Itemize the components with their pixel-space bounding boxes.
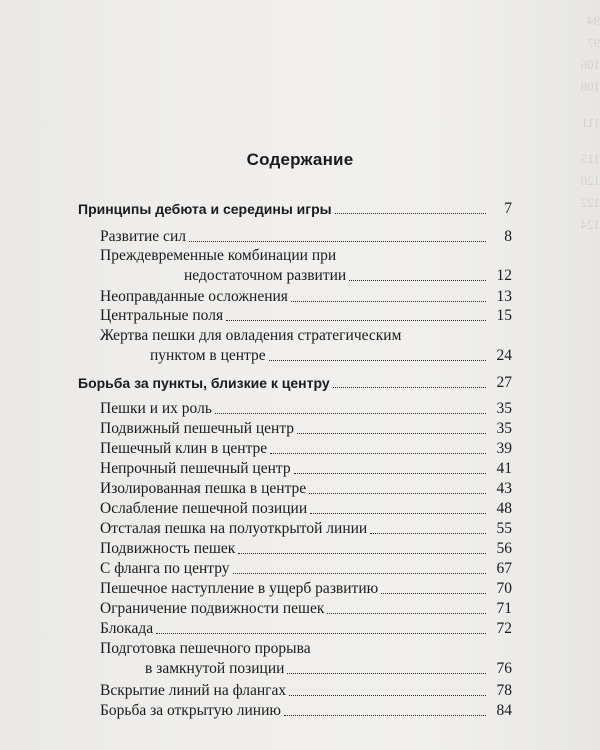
leader-dots [309,492,486,494]
toc-section [78,682,512,700]
leader-dots [349,279,486,281]
toc-entry-label: Непрочный пешечный центр [100,460,291,477]
leader-dots [327,612,486,614]
toc-section [78,580,512,598]
toc-section [78,560,512,578]
toc-section [78,620,512,638]
toc-page-number: 72 [496,620,512,637]
toc-page-number: 78 [496,682,512,699]
toc-section [78,247,512,287]
toc-section [78,640,512,680]
leader-dots [284,714,486,716]
toc-entry-label: Пешки и их роль [100,400,212,417]
toc-entry-label: Блокада [100,620,154,637]
page-title: Содержание [246,150,354,169]
toc-section [78,702,512,720]
leader-dots [156,632,486,634]
toc-section [78,540,512,558]
toc-page-number: 41 [496,460,512,477]
toc-page-number: 71 [496,600,512,617]
leader-dots [238,552,486,554]
toc-entry-label-continued: в замкнутой позиции [145,660,285,677]
toc-entry-label: Борьба за пункты, близкие к центру [78,375,330,391]
leader-dots [294,472,486,474]
toc-section [78,520,512,538]
toc-section [78,400,512,418]
toc-page-number: 27 [496,374,512,391]
leader-dots [269,359,486,361]
toc-page-number: 55 [496,520,512,537]
leader-dots [297,432,486,434]
toc-section [78,500,512,518]
toc-entry-label: Отсталая пешка на полуоткрытой линии [100,520,368,537]
toc-entry-label: Изолированная пешка в центре [100,480,307,497]
toc-section [78,480,512,498]
toc-section [78,460,512,478]
leader-dots [335,212,486,214]
toc-entry-label: Борьба за открытую линию [100,702,281,719]
toc-page-number: 35 [496,420,512,437]
toc-entry-label-continued: недостаточном развитии [184,267,347,284]
leader-dots [226,319,486,321]
toc-page-number: 35 [496,400,512,417]
toc-entry-label: Подготовка пешечного прорыва [100,640,311,657]
toc-entry-label: Центральные поля [100,307,224,324]
leader-dots [310,512,486,514]
toc-entry-label: Вскрытие линий на флангах [100,682,287,699]
toc-section [78,307,512,325]
bleed-through-text: 94 97 106 108 111 115 120 122 124 [580,13,600,232]
toc-entry-label: Пешечный клин в центре [100,440,268,457]
toc-page-number: 70 [496,580,512,597]
toc-entry-label: Преждевременные комбинации при [100,247,337,264]
toc-page-number: 76 [496,660,512,677]
toc-entry-label-continued: пунктом в центре [150,347,266,364]
toc-section [78,327,512,367]
toc-page-number: 48 [496,500,512,517]
toc-section [78,600,512,618]
toc-section [78,228,512,246]
toc-section [78,420,512,438]
toc-page-number: 13 [496,288,512,305]
leader-dots [287,672,486,674]
leader-dots [215,412,486,414]
leader-dots [291,300,486,302]
toc-section [78,440,512,458]
toc-entry-label: Пешечное наступление в ущерб развитию [100,580,379,597]
toc-page-number: 43 [496,480,512,497]
leader-dots [270,452,486,454]
toc-entry-label: Ослабление пешечной позиции [100,500,308,517]
toc-page-number: 39 [496,440,512,457]
toc-entry-label: Неоправданные осложнения [100,288,288,305]
toc-entry-label: Подвижность пешек [100,540,236,557]
toc-chapter [78,200,512,218]
leader-dots [333,386,486,388]
leader-dots [233,572,486,574]
toc-entry-label: Жертва пешки для овладения стратегическим [100,327,402,344]
toc-page-number: 67 [496,560,512,577]
toc-page-number: 8 [504,228,512,245]
toc-entry-label: Принципы дебюта и середины игры [78,201,332,217]
leader-dots [370,532,486,534]
leader-dots [189,240,486,242]
toc-page-number: 7 [504,200,512,217]
leader-dots [289,694,486,696]
toc-entry-label: Развитие сил [100,228,186,245]
leader-dots [381,592,486,594]
toc-chapter [78,374,512,392]
toc-entry-label: С фланга по центру [100,560,230,577]
toc-entry-label: Подвижный пешечный центр [100,420,295,437]
toc-section [78,288,512,306]
toc-page-number: 56 [496,540,512,557]
toc-page-number: 12 [496,267,512,284]
toc-page-number: 15 [496,307,512,324]
toc-entry-label: Ограничение подвижности пешек [100,600,325,617]
toc-page-number: 84 [496,702,512,719]
toc-page-number: 24 [496,347,512,364]
